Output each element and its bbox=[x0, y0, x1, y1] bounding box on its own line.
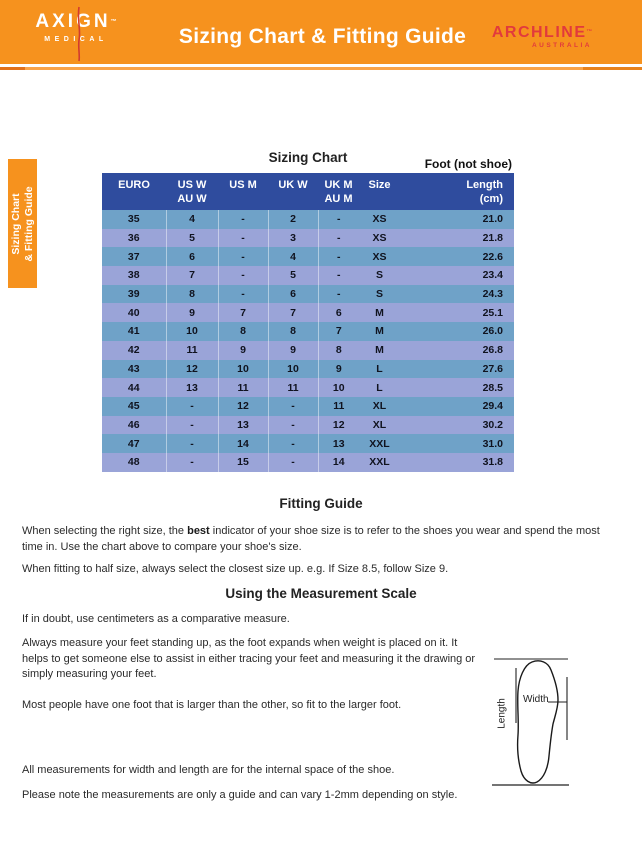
table-cell: 40 bbox=[102, 303, 166, 322]
table-cell: - bbox=[218, 229, 268, 248]
table-cell: M bbox=[375, 325, 384, 338]
paragraph-text: When selecting the right size, the bbox=[22, 525, 188, 537]
table-cell: 2 bbox=[268, 210, 318, 229]
column-header: Length (cm) bbox=[400, 173, 514, 210]
table-row bbox=[102, 266, 514, 285]
table-cell: 5 bbox=[268, 266, 318, 285]
page-title: Sizing Chart & Fitting Guide bbox=[178, 25, 467, 48]
table-cell: 10 bbox=[218, 360, 268, 379]
sizing-table-body bbox=[102, 210, 514, 472]
measurement-paragraph-3: Most people have one foot that is larger than the other, so fit to the larger foot. bbox=[22, 699, 402, 711]
table-row bbox=[102, 285, 514, 304]
table-cell: - bbox=[166, 416, 218, 435]
table-cell: M bbox=[375, 344, 384, 357]
table-cell: 8 bbox=[268, 322, 318, 341]
width-label: Width bbox=[523, 694, 549, 705]
table-cell: L bbox=[376, 381, 383, 394]
table-cell: 25.1 bbox=[482, 306, 503, 319]
foot-not-shoe-note: Foot (not shoe) bbox=[424, 157, 512, 171]
table-cell: - bbox=[166, 397, 218, 416]
table-cell: M bbox=[375, 306, 384, 319]
table-cell: 13 bbox=[218, 416, 268, 435]
header-band bbox=[0, 0, 642, 64]
table-row bbox=[102, 397, 514, 416]
measurement-scale-heading: Using the Measurement Scale bbox=[225, 586, 417, 601]
table-cell: 41 bbox=[102, 322, 166, 341]
axign-logo-sub: MEDICAL bbox=[44, 36, 108, 43]
table-cell: - bbox=[337, 213, 341, 226]
table-cell: 12 bbox=[332, 418, 345, 431]
table-cell: - bbox=[268, 416, 318, 435]
table-cell: 7 bbox=[335, 325, 342, 338]
table-cell: 43 bbox=[102, 360, 166, 379]
table-cell: 23.4 bbox=[482, 269, 503, 282]
table-cell: XXL bbox=[369, 437, 390, 450]
fitting-guide-paragraph-2: When fitting to half size, always select the closest size up. e.g. If Size 8.5, follow Size 9. bbox=[22, 563, 449, 575]
table-cell: 11 bbox=[166, 341, 218, 360]
table-cell: 44 bbox=[102, 378, 166, 397]
table-cell: 22.6 bbox=[482, 250, 503, 263]
table-row bbox=[102, 378, 514, 397]
table-cell: 4 bbox=[268, 247, 318, 266]
table-cell: 11 bbox=[218, 378, 268, 397]
table-row bbox=[102, 210, 514, 229]
measurement-paragraph-2: Always measure your feet standing up, as the foot expands when weight is placed on it. It helps to get someone else to assist in either tracing your feet and measuring it the drawing or simply measuring your feet. bbox=[22, 637, 476, 680]
side-tab-label: Sizing Chart & Fitting Guide bbox=[9, 185, 35, 262]
paragraph-text: indicator of your shoe size is to refer to the shoes you wear and spend the most time in. Use the chart above to compare your shoe's size. bbox=[22, 525, 600, 553]
table-cell: - bbox=[218, 210, 268, 229]
paragraph-bold-text: best bbox=[187, 525, 210, 537]
table-cell: 11 bbox=[333, 400, 345, 413]
table-cell: 8 bbox=[166, 285, 218, 304]
table-cell: 6 bbox=[166, 247, 218, 266]
table-cell: 8 bbox=[218, 322, 268, 341]
table-cell: 29.4 bbox=[482, 400, 503, 413]
archline-logo-name: ARCHLINE™ bbox=[491, 24, 592, 41]
table-cell: XS bbox=[372, 250, 387, 263]
measurement-paragraph-5: Please note the measurements are only a guide and can vary 1-2mm depending on style. bbox=[22, 789, 458, 801]
archline-tm: ™ bbox=[586, 29, 592, 35]
table-cell: 12 bbox=[166, 360, 218, 379]
table-row bbox=[102, 341, 514, 360]
measurement-paragraph-1: If in doubt, use centimeters as a comparative measure. bbox=[22, 613, 290, 625]
table-cell: 4 bbox=[166, 210, 218, 229]
table-row bbox=[102, 247, 514, 266]
fitting-guide-heading: Fitting Guide bbox=[279, 496, 363, 511]
table-cell: 39 bbox=[102, 285, 166, 304]
table-cell: 15 bbox=[218, 453, 268, 472]
table-row bbox=[102, 434, 514, 453]
table-cell: 21.8 bbox=[482, 232, 503, 245]
sizing-table-header bbox=[102, 173, 514, 210]
table-row bbox=[102, 360, 514, 379]
table-cell: - bbox=[337, 232, 341, 245]
table-cell: 42 bbox=[102, 341, 166, 360]
table-row bbox=[102, 303, 514, 322]
table-cell: 13 bbox=[332, 437, 345, 450]
table-cell: - bbox=[166, 434, 218, 453]
sizing-table bbox=[102, 173, 515, 472]
table-cell: 7 bbox=[268, 303, 318, 322]
table-cell: 31.8 bbox=[482, 456, 503, 469]
table-cell: 37 bbox=[102, 247, 166, 266]
table-cell: 38 bbox=[102, 266, 166, 285]
table-cell: XS bbox=[372, 213, 387, 226]
table-cell: 7 bbox=[218, 303, 268, 322]
table-cell: 48 bbox=[102, 453, 166, 472]
table-cell: 6 bbox=[335, 306, 342, 319]
table-cell: 24.3 bbox=[482, 288, 503, 301]
archline-logo bbox=[492, 24, 592, 49]
table-cell: - bbox=[218, 247, 268, 266]
table-cell: 26.8 bbox=[482, 344, 503, 357]
table-cell: 27.6 bbox=[482, 362, 503, 375]
table-cell: 10 bbox=[268, 360, 318, 379]
table-cell: 9 bbox=[166, 303, 218, 322]
table-cell: S bbox=[375, 288, 383, 301]
axign-logo bbox=[26, 11, 126, 57]
table-cell: 6 bbox=[268, 285, 318, 304]
table-cell: 9 bbox=[218, 341, 268, 360]
table-cell: 8 bbox=[335, 344, 342, 357]
table-row bbox=[102, 229, 514, 248]
table-cell: - bbox=[166, 453, 218, 472]
axign-logo-name: AXIGN™ bbox=[35, 11, 117, 32]
table-cell: 36 bbox=[102, 229, 166, 248]
header-divider bbox=[0, 67, 642, 70]
table-cell: 31.0 bbox=[482, 437, 503, 450]
table-cell: 35 bbox=[102, 210, 166, 229]
column-header: UK W bbox=[268, 173, 318, 210]
table-cell: 9 bbox=[268, 341, 318, 360]
length-label: Length bbox=[496, 698, 508, 729]
table-cell: - bbox=[337, 269, 341, 282]
table-row bbox=[102, 416, 514, 435]
table-cell: 13 bbox=[166, 378, 218, 397]
measurement-paragraph-4: All measurements for width and length are for the internal space of the shoe. bbox=[22, 764, 395, 776]
table-row bbox=[102, 322, 514, 341]
table-cell: 28.5 bbox=[482, 381, 503, 394]
table-cell: 45 bbox=[102, 397, 166, 416]
table-cell: XL bbox=[372, 400, 387, 413]
column-header: US M bbox=[218, 173, 268, 210]
table-cell: 10 bbox=[332, 381, 345, 394]
column-header: US W AU W bbox=[166, 173, 218, 210]
table-cell: 5 bbox=[166, 229, 218, 248]
fitting-guide-paragraph-1 bbox=[22, 524, 622, 555]
column-header: EURO bbox=[102, 173, 166, 210]
table-cell: 10 bbox=[166, 322, 218, 341]
table-cell: - bbox=[218, 266, 268, 285]
sizing-chart-title: Sizing Chart bbox=[268, 150, 348, 165]
table-cell: 26.0 bbox=[482, 325, 503, 338]
table-cell: - bbox=[218, 285, 268, 304]
table-cell: XL bbox=[372, 418, 387, 431]
archline-logo-sub: AUSTRALIA bbox=[531, 42, 592, 49]
foot-measurement-diagram bbox=[488, 648, 598, 798]
table-cell: - bbox=[268, 397, 318, 416]
table-cell: - bbox=[337, 250, 341, 263]
table-cell: 21.0 bbox=[482, 213, 503, 226]
table-cell: 11 bbox=[268, 378, 318, 397]
table-cell: XS bbox=[372, 232, 387, 245]
table-cell: S bbox=[375, 269, 383, 282]
table-cell: 12 bbox=[218, 397, 268, 416]
table-cell: - bbox=[337, 288, 341, 301]
table-row bbox=[102, 453, 514, 472]
axign-tm: ™ bbox=[110, 19, 117, 25]
table-cell: 9 bbox=[335, 362, 342, 375]
table-cell: 46 bbox=[102, 416, 166, 435]
table-cell: 30.2 bbox=[482, 418, 503, 431]
table-cell: L bbox=[376, 362, 383, 375]
table-cell: XXL bbox=[369, 456, 390, 469]
table-cell: - bbox=[268, 453, 318, 472]
table-cell: 47 bbox=[102, 434, 166, 453]
table-cell: - bbox=[268, 434, 318, 453]
table-cell: 3 bbox=[268, 229, 318, 248]
table-cell: 14 bbox=[332, 456, 345, 469]
column-header: Size bbox=[359, 173, 400, 210]
table-cell: 7 bbox=[166, 266, 218, 285]
side-tab bbox=[8, 159, 37, 288]
column-header: UK M AU M bbox=[318, 173, 359, 210]
table-cell: 14 bbox=[218, 434, 268, 453]
